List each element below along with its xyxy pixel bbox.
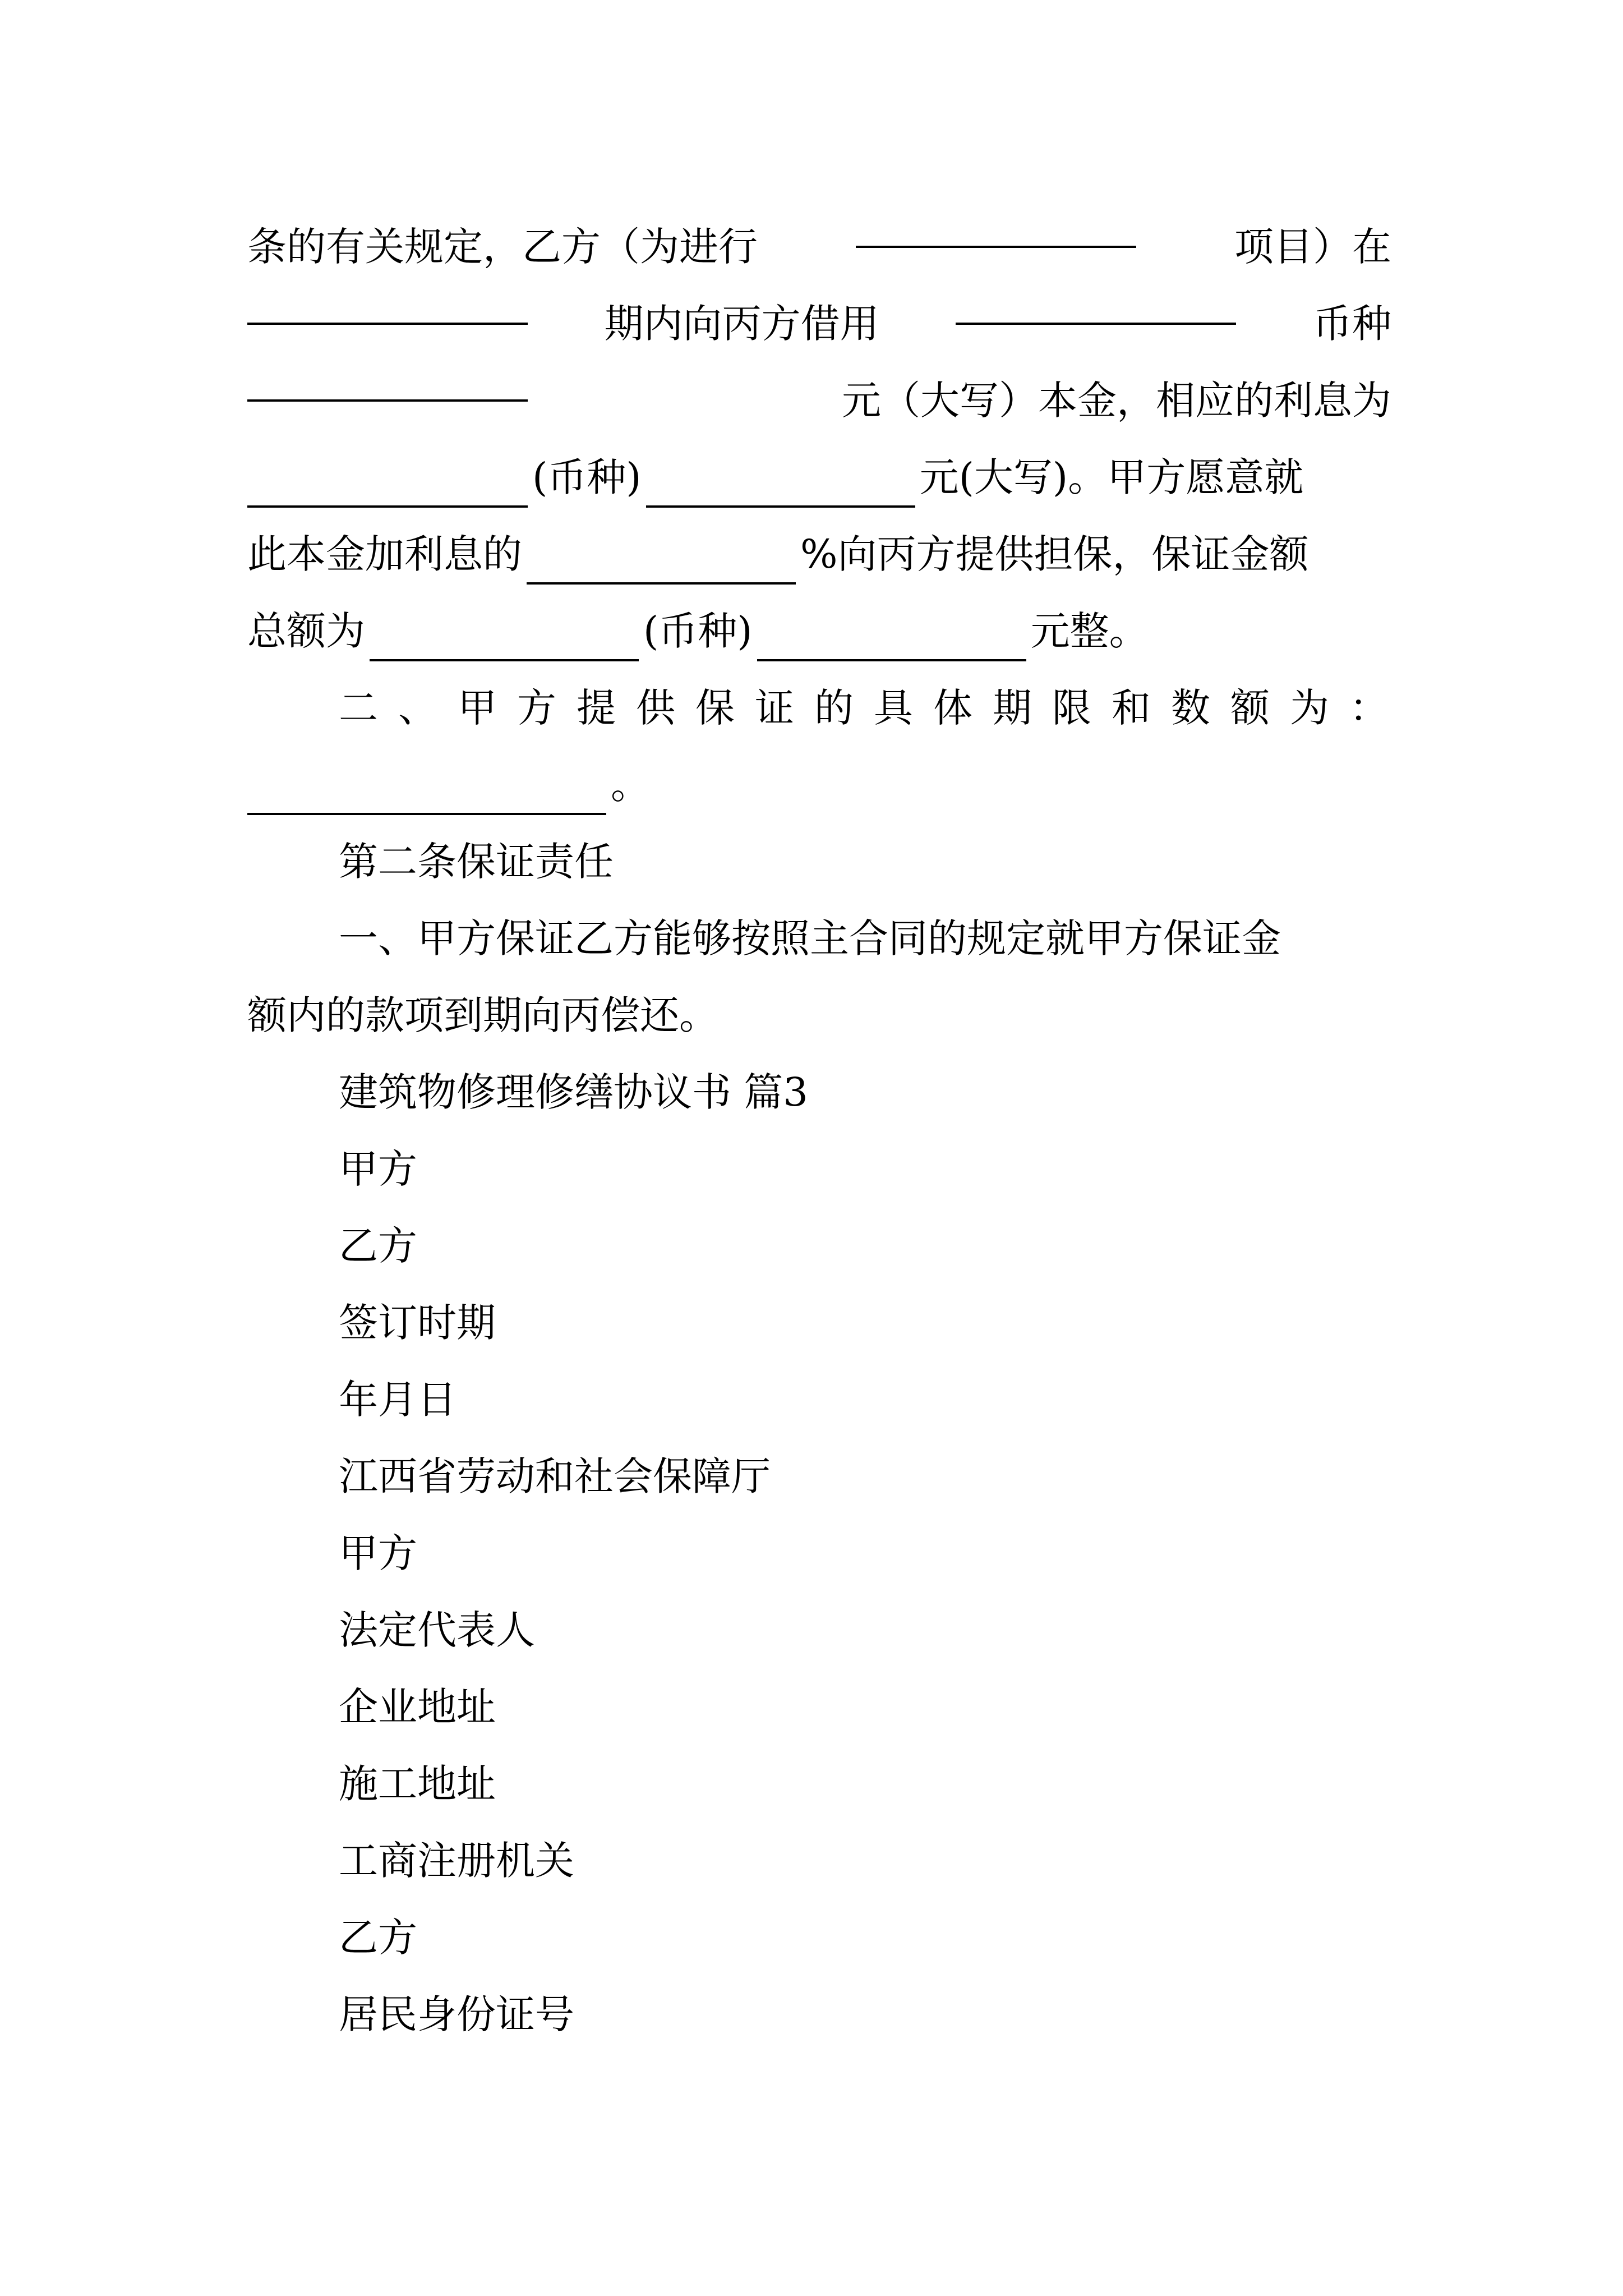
list-item: 施工地址 xyxy=(339,1761,496,1807)
list-item: 乙方 xyxy=(339,1223,417,1269)
paragraph-line xyxy=(247,293,1391,355)
fill-in-blank xyxy=(247,505,528,508)
fill-in-blank xyxy=(856,246,1136,248)
text-segment: 元(大写)。甲方愿意就 xyxy=(919,454,1304,500)
text-segment: 第二条保证责任 xyxy=(339,839,614,885)
paragraph-line xyxy=(339,677,1409,739)
text-segment: 此本金加利息的 xyxy=(247,531,522,577)
fill-in-blank xyxy=(527,582,796,585)
text-segment: 二、甲方提供保证的具体期限和数额为： xyxy=(339,685,1409,731)
paragraph-line xyxy=(339,908,1391,969)
text-segment: 元整。 xyxy=(1030,608,1149,654)
fill-in-blank xyxy=(757,659,1026,661)
list-item: 签订时期 xyxy=(339,1300,496,1346)
text-segment: 项目）在 xyxy=(1234,224,1391,270)
list-item: 乙方 xyxy=(339,1915,417,1961)
document-title: 建筑物修理修缮协议书 篇3 xyxy=(339,1069,808,1115)
list-item: 甲方 xyxy=(339,1146,417,1192)
fill-in-blank xyxy=(646,505,915,508)
list-item: 居民身份证号 xyxy=(339,1991,574,2037)
text-segment: 。 xyxy=(611,762,650,808)
text-segment: %向丙方提供担保，保证金额 xyxy=(800,531,1309,577)
list-item: 法定代表人 xyxy=(339,1607,535,1653)
text-segment: (币种) xyxy=(643,608,753,654)
paragraph-line xyxy=(247,370,1391,431)
fill-in-blank xyxy=(370,659,639,661)
text-segment: 元（大写）本金，相应的利息为 xyxy=(842,378,1391,424)
fill-in-blank xyxy=(247,813,606,815)
list-item: 甲方 xyxy=(339,1530,417,1576)
text-segment: 一、甲方保证乙方能够按照主合同的规定就甲方保证金 xyxy=(339,915,1281,961)
paragraph-line xyxy=(247,523,1391,585)
fill-in-blank xyxy=(956,323,1236,325)
paragraph-line xyxy=(247,600,1391,662)
list-item: 工商注册机关 xyxy=(339,1838,574,1884)
text-segment: 额内的款项到期向丙偿还。 xyxy=(247,992,718,1038)
text-segment: 币种 xyxy=(1312,301,1391,347)
text-segment: 总额为 xyxy=(247,608,365,654)
list-item: 江西省劳动和社会保障厅 xyxy=(339,1453,771,1499)
paragraph-line xyxy=(247,754,1391,816)
fill-in-blank xyxy=(247,399,528,402)
fill-in-blank xyxy=(247,323,528,325)
paragraph-line xyxy=(247,984,1391,1046)
list-item: 年月日 xyxy=(339,1377,457,1423)
text-segment: 条的有关规定，乙方（为进行 xyxy=(247,224,758,270)
text-segment: (币种) xyxy=(532,454,642,500)
list-item: 企业地址 xyxy=(339,1684,496,1730)
paragraph-line xyxy=(247,216,1391,278)
paragraph-line xyxy=(247,447,1391,508)
section-heading xyxy=(339,831,1391,892)
text-segment: 期内向丙方借用 xyxy=(604,301,879,347)
